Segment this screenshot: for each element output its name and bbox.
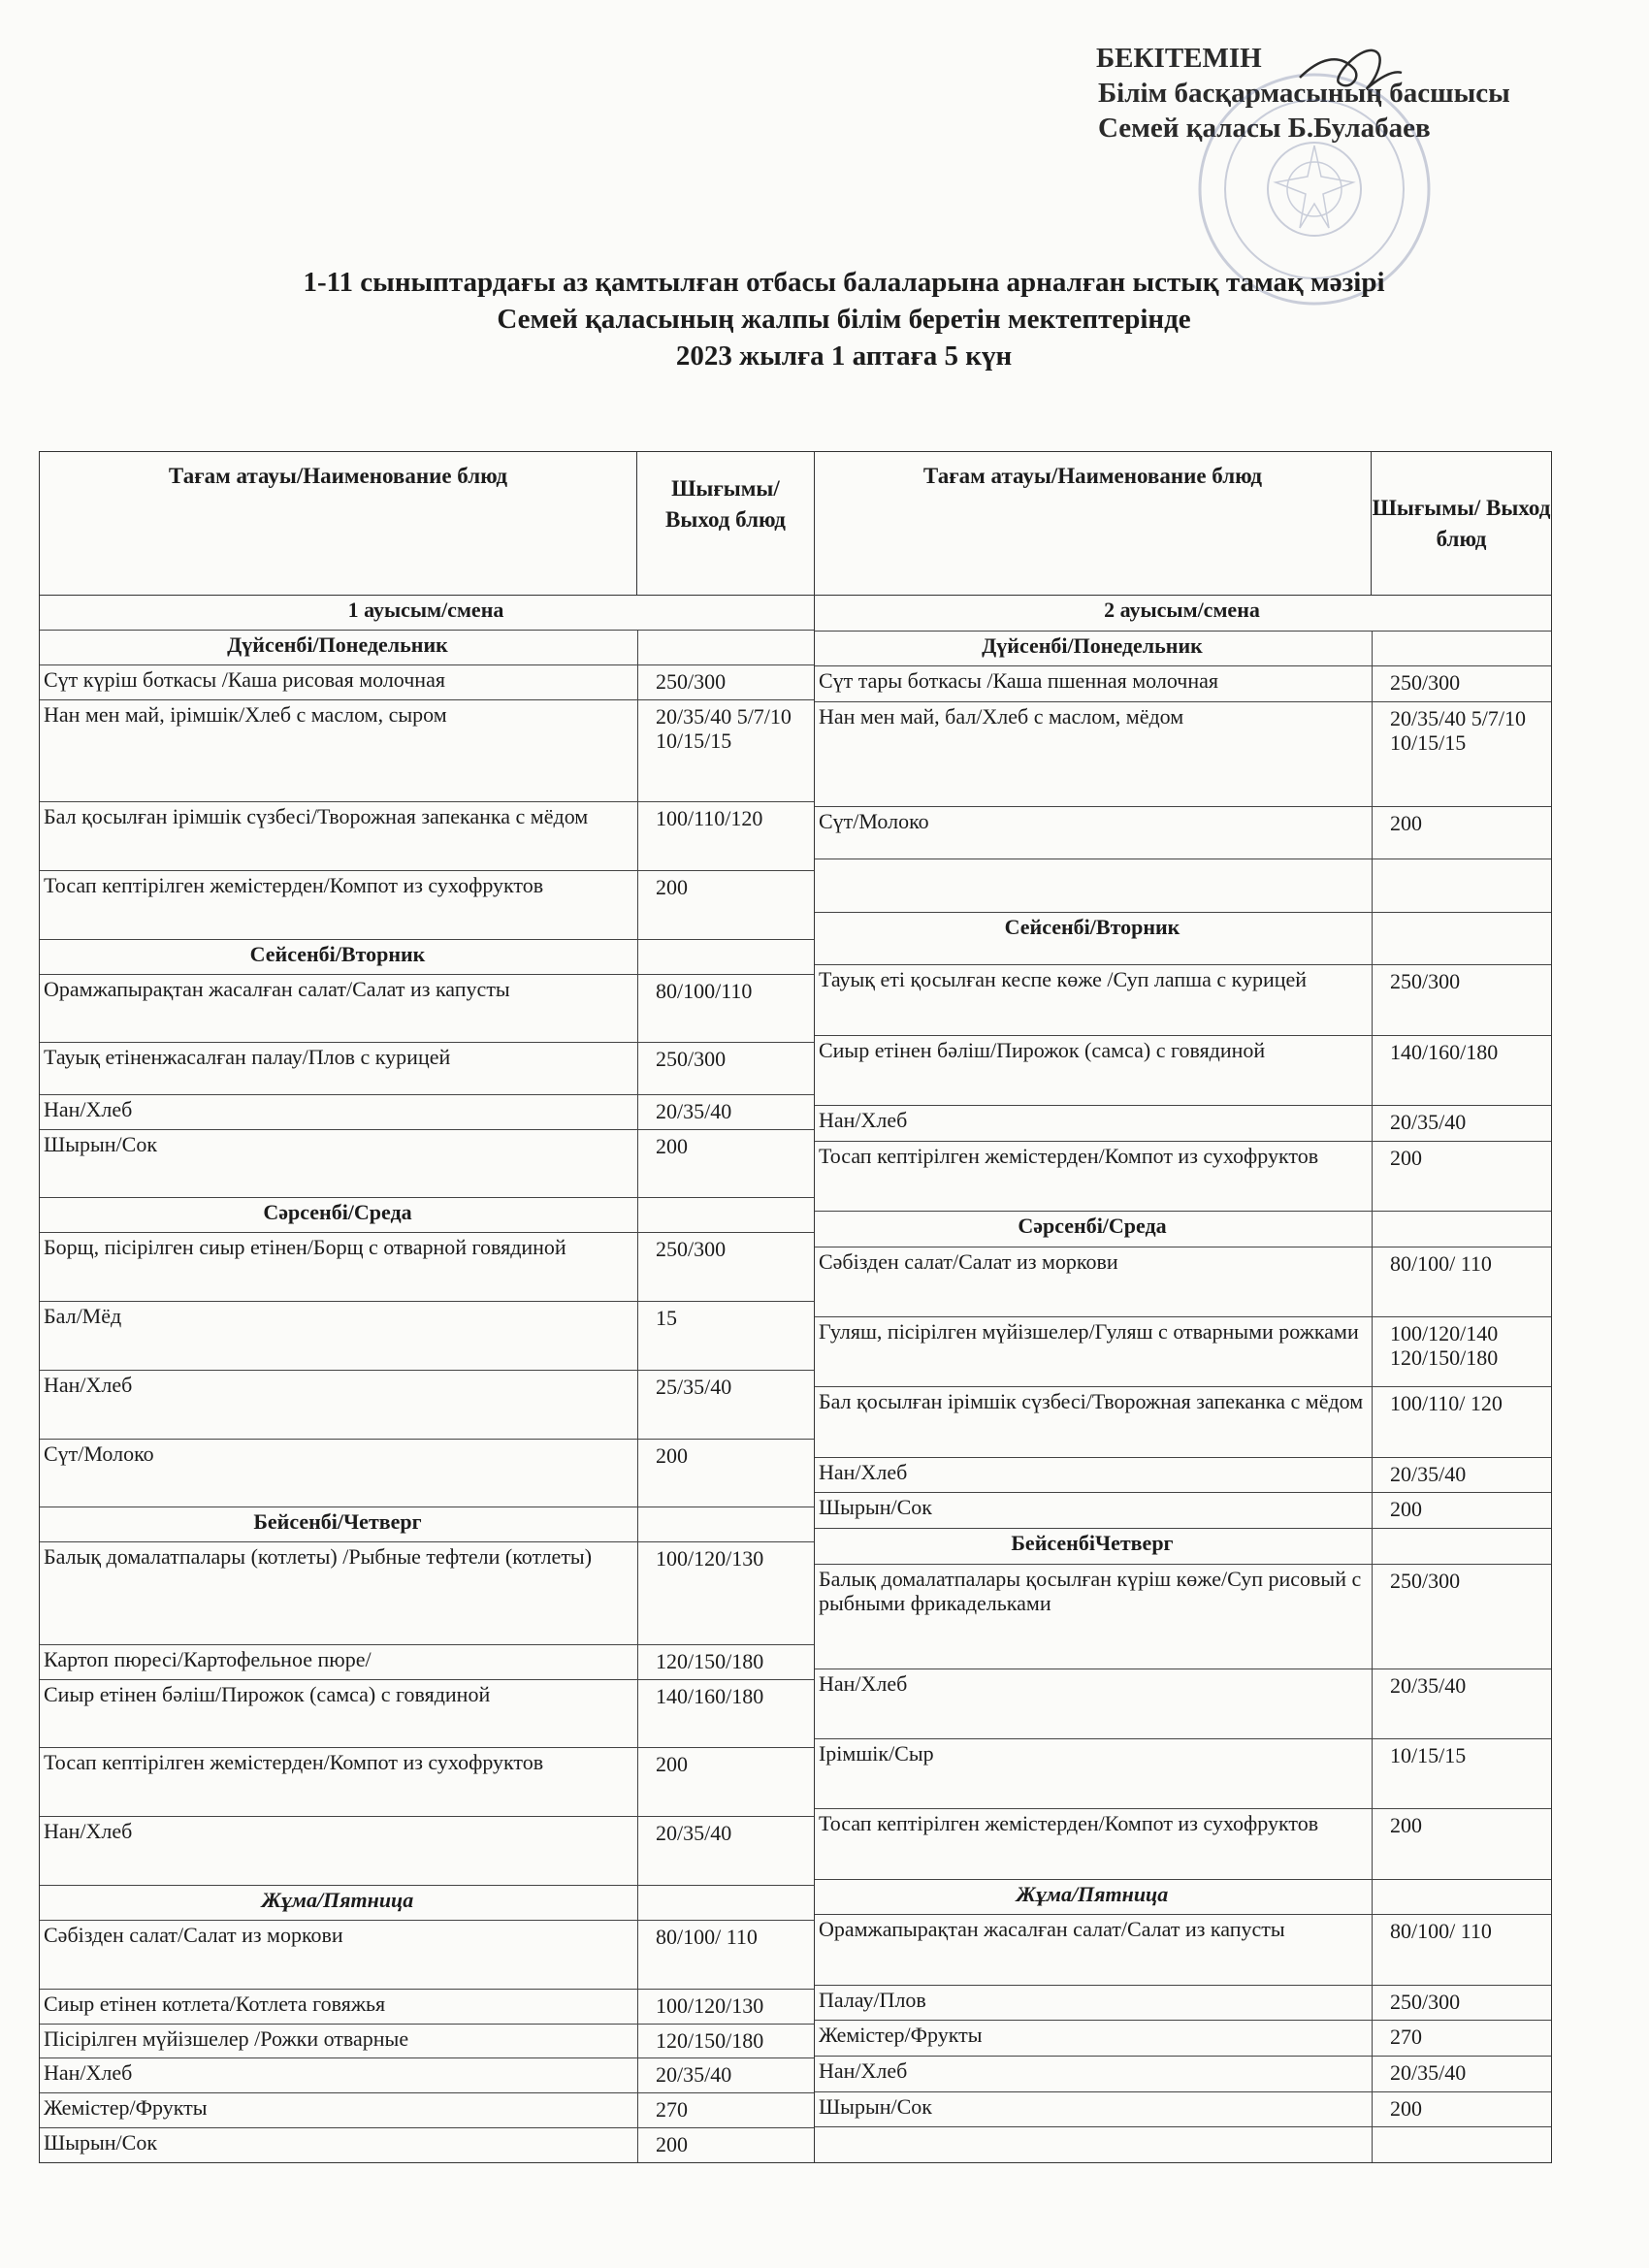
table-row bbox=[815, 1387, 1551, 1457]
table-row bbox=[40, 802, 814, 871]
header-output: Шығымы/ Выход блюд bbox=[636, 452, 814, 595]
menu-table bbox=[39, 451, 1552, 2163]
dish-name: Балық домалатпалары (котлеты) /Рыбные тефтели (котлеты) bbox=[44, 1544, 593, 1570]
dish-output: 100/120/130 bbox=[637, 1990, 814, 2024]
dish-output: 250/300 bbox=[637, 665, 814, 699]
dish-name: Орамжапырақтан жасалған салат/Салат из капусты bbox=[44, 976, 510, 1001]
day-label: Сейсенбі/Вторник bbox=[1004, 914, 1180, 939]
day-header-row bbox=[815, 913, 1551, 966]
day-header-row bbox=[815, 1880, 1551, 1916]
dish-name: Тауық етіненжасалған палау/Плов с курицей bbox=[44, 1045, 451, 1070]
day-header-row bbox=[40, 1198, 814, 1233]
dish-name: Сәбізден салат/Салат из моркови bbox=[818, 1248, 1118, 1274]
table-row bbox=[40, 1680, 814, 1749]
dish-name: Бал/Мёд bbox=[44, 1304, 122, 1329]
dish-output bbox=[1372, 632, 1551, 666]
table-row bbox=[40, 665, 814, 700]
dish-output: 80/100/ 110 bbox=[1372, 1915, 1551, 1984]
table-row bbox=[40, 1542, 814, 1645]
dish-output: 100/110/ 120 bbox=[1372, 1387, 1551, 1456]
dish-output: 270 bbox=[1372, 2021, 1551, 2056]
shift-label: 2 ауысым/смена bbox=[1104, 598, 1260, 622]
dish-output: 15 bbox=[637, 1302, 814, 1370]
dish-name: Пісірілген мүйізшелер /Рожки отварные bbox=[44, 2025, 409, 2051]
dish-name: Сүт күріш боткасы /Каша рисовая молочная bbox=[44, 666, 445, 692]
table-row bbox=[815, 1247, 1551, 1317]
dish-name: Нан/Хлеб bbox=[44, 1372, 133, 1397]
day-label: Дүйсенбі/Понедельник bbox=[227, 632, 448, 657]
dish-name bbox=[815, 859, 1372, 912]
table-row bbox=[815, 1565, 1551, 1669]
header-dish-name: Тағам атауы/Наименование блюд bbox=[168, 464, 508, 488]
header-dish-name: Тағам атауы/Наименование блюд bbox=[922, 464, 1263, 488]
table-row bbox=[40, 1440, 814, 1508]
dish-output: 250/300 bbox=[1372, 965, 1551, 1034]
table-row bbox=[815, 2057, 1551, 2092]
dish-name: Тосап кептірілген жемістерден/Компот из сухофруктов bbox=[818, 1811, 1319, 1836]
dish-output: 10/15/15 bbox=[1372, 1739, 1551, 1808]
dish-output: 80/100/110 bbox=[637, 975, 814, 1043]
day-label: Сәрсенбі/Среда bbox=[1018, 1214, 1167, 1239]
table-row bbox=[40, 700, 814, 803]
table-row bbox=[40, 1748, 814, 1817]
dish-output: 200 bbox=[637, 1748, 814, 1816]
day-label: БейсенбіЧетверг bbox=[1011, 1531, 1174, 1556]
dish-output bbox=[637, 1886, 814, 1920]
table-row bbox=[40, 1371, 814, 1440]
dish-output bbox=[637, 1507, 814, 1541]
dish-name: Орамжапырақтан жасалған салат/Салат из капусты bbox=[818, 1917, 1285, 1942]
dish-name: Нан/Хлеб bbox=[44, 2060, 133, 2086]
left-table-header bbox=[40, 452, 814, 596]
dish-output bbox=[637, 631, 814, 664]
dish-output: 200 bbox=[1372, 1493, 1551, 1528]
table-row bbox=[815, 2021, 1551, 2057]
table-row bbox=[815, 807, 1551, 860]
table-row bbox=[815, 859, 1551, 913]
dish-name: Сиыр етінен котлета/Котлета говяжья bbox=[44, 1991, 386, 2016]
dish-name: Гуляш, пісірілген мүйізшелер/Гуляш с отварными рожками bbox=[818, 1319, 1359, 1345]
dish-name: Сәбізден салат/Салат из моркови bbox=[44, 1922, 343, 1947]
dish-output: 250/300 bbox=[1372, 1565, 1551, 1669]
shift-2-column bbox=[815, 452, 1551, 2162]
dish-output: 100/110/120 bbox=[637, 802, 814, 870]
dish-name: Нан/Хлеб bbox=[44, 1096, 133, 1121]
title-line-3: 2023 жылға 1 аптаға 5 күн bbox=[675, 340, 1013, 372]
dish-name: Сиыр етінен бәліш/Пирожок (самса) с говядиной bbox=[44, 1681, 491, 1706]
day-header-row bbox=[815, 632, 1551, 667]
dish-output: 20/35/40 bbox=[637, 2058, 814, 2092]
dish-output: 200 bbox=[637, 1440, 814, 1507]
dish-output bbox=[1372, 1212, 1551, 1247]
table-row bbox=[815, 702, 1551, 807]
dish-output: 100/120/130 bbox=[637, 1542, 814, 1644]
dish-output bbox=[637, 940, 814, 974]
dish-name: Нан/Хлеб bbox=[818, 1108, 908, 1133]
dish-name: Нан мен май, бал/Хлеб с маслом, мёдом bbox=[818, 703, 1184, 729]
dish-name: Жемістер/Фрукты bbox=[818, 2023, 983, 2048]
table-row bbox=[40, 871, 814, 940]
dish-output bbox=[1372, 913, 1551, 965]
approval-position: Білім басқармасының басшысы bbox=[1098, 78, 1510, 109]
dish-name: Сиыр етінен бәліш/Пирожок (самса) с говядиной bbox=[818, 1037, 1266, 1062]
dish-output: 200 bbox=[1372, 2092, 1551, 2127]
dish-output: 140/160/180 bbox=[637, 1680, 814, 1748]
shift-row bbox=[815, 596, 1551, 632]
dish-output: 20/35/40 bbox=[1372, 2057, 1551, 2091]
header-output: Шығымы/ Выход блюд bbox=[1371, 452, 1551, 595]
table-row bbox=[815, 2092, 1551, 2128]
dish-name: Нан/Хлеб bbox=[818, 1670, 908, 1696]
dish-output: 20/35/40 bbox=[1372, 1458, 1551, 1493]
dish-output: 250/300 bbox=[1372, 666, 1551, 701]
dish-name: Тосап кептірілген жемістерден/Компот из сухофруктов bbox=[818, 1143, 1319, 1168]
table-row bbox=[815, 1106, 1551, 1142]
approval-signatory: Семей қаласы Б.Булабаев bbox=[1098, 113, 1431, 144]
dish-output bbox=[637, 1198, 814, 1232]
dish-output: 25/35/40 bbox=[637, 1371, 814, 1439]
day-label: Жұма/Пятница bbox=[1016, 1881, 1169, 1906]
table-row bbox=[815, 1986, 1551, 2022]
table-row bbox=[815, 666, 1551, 702]
table-row bbox=[815, 1809, 1551, 1879]
approval-heading: БЕКІТЕМІН bbox=[1096, 43, 1262, 74]
table-row bbox=[40, 1095, 814, 1130]
dish-name: Нан/Хлеб bbox=[818, 2057, 908, 2083]
dish-name: Сүт/Молоко bbox=[818, 808, 929, 833]
dish-output: 200 bbox=[637, 2128, 814, 2162]
dish-output: 200 bbox=[1372, 1809, 1551, 1878]
dish-output: 250/300 bbox=[1372, 1986, 1551, 2021]
day-header-row bbox=[815, 1212, 1551, 1247]
dish-name: Тауық еті қосылған кеспе көже /Суп лапша с курицей bbox=[818, 967, 1308, 992]
dish-name: Шырын/Сок bbox=[818, 2093, 932, 2119]
dish-output: 20/35/40 5/7/10 10/15/15 bbox=[1372, 702, 1551, 806]
day-header-row bbox=[815, 1529, 1551, 1565]
dish-name: Шырын/Сок bbox=[44, 1131, 158, 1156]
dish-name: Бал қосылған ірімшік сүзбесі/Творожная запеканка с мёдом bbox=[44, 804, 589, 829]
dish-output: 200 bbox=[637, 871, 814, 939]
shift-row bbox=[40, 596, 814, 631]
table-row bbox=[815, 1317, 1551, 1387]
table-row bbox=[40, 1990, 814, 2025]
table-row bbox=[815, 1142, 1551, 1212]
dish-name: Палау/Плов bbox=[818, 1987, 926, 2012]
dish-output: 120/150/180 bbox=[637, 1645, 814, 1679]
day-label: Сәрсенбі/Среда bbox=[263, 1200, 412, 1225]
dish-output: 80/100/ 110 bbox=[637, 1921, 814, 1989]
dish-name: Сүт/Молоко bbox=[44, 1441, 154, 1466]
signature-icon bbox=[1295, 39, 1411, 107]
table-row bbox=[40, 1645, 814, 1680]
dish-output bbox=[1372, 1880, 1551, 1915]
dish-output: 140/160/180 bbox=[1372, 1036, 1551, 1105]
table-row bbox=[815, 1915, 1551, 1985]
dish-output: 200 bbox=[1372, 807, 1551, 859]
table-row bbox=[40, 1302, 814, 1371]
day-label: Бейсенбі/Четверг bbox=[253, 1509, 422, 1535]
dish-name: Бал қосылған ірімшік сүзбесі/Творожная запеканка с мёдом bbox=[818, 1389, 1364, 1414]
day-header-row bbox=[40, 940, 814, 975]
table-row bbox=[815, 1036, 1551, 1106]
shift-1-column bbox=[40, 452, 815, 2162]
dish-name: Картоп пюресі/Картофельное пюре/ bbox=[44, 1646, 372, 1671]
dish-name: Борщ, пісірілген сиыр етінен/Борщ с отварной говядиной bbox=[44, 1235, 566, 1260]
shift-label: 1 ауысым/смена bbox=[347, 598, 504, 622]
dish-output bbox=[1372, 1529, 1551, 1564]
dish-name: Шырын/Сок bbox=[818, 1495, 932, 1520]
dish-output: 20/35/40 bbox=[1372, 1106, 1551, 1141]
table-row bbox=[40, 975, 814, 1044]
day-header-row bbox=[40, 1886, 814, 1921]
dish-output: 270 bbox=[637, 2093, 814, 2127]
dish-name bbox=[815, 2127, 1372, 2162]
table-row bbox=[815, 1458, 1551, 1494]
table-row bbox=[815, 1739, 1551, 1809]
title-line-2: Семей қаласының жалпы білім беретін мектептерінде bbox=[497, 304, 1191, 335]
table-row bbox=[815, 965, 1551, 1035]
dish-output: 100/120/140 120/150/180 bbox=[1372, 1317, 1551, 1386]
day-label: Сейсенбі/Вторник bbox=[249, 941, 426, 966]
table-row bbox=[815, 1669, 1551, 1739]
dish-output: 250/300 bbox=[637, 1043, 814, 1093]
dish-name: Нан мен май, ірімшік/Хлеб с маслом, сыром bbox=[44, 701, 447, 727]
dish-output bbox=[1372, 859, 1551, 912]
dish-output: 20/35/40 bbox=[637, 1095, 814, 1129]
dish-name: Шырын/Сок bbox=[44, 2130, 158, 2155]
title-line-1: 1-11 сыныптардағы аз қамтылған отбасы балаларына арналған ыстық тамақ мәзірі bbox=[303, 267, 1385, 298]
dish-name: Сүт тары боткасы /Каша пшенная молочная bbox=[818, 668, 1219, 694]
day-header-row bbox=[40, 1507, 814, 1542]
table-row bbox=[40, 1043, 814, 1094]
dish-output: 200 bbox=[637, 1130, 814, 1198]
dish-output: 250/300 bbox=[637, 1233, 814, 1301]
day-header-row bbox=[40, 631, 814, 665]
table-row bbox=[40, 1817, 814, 1886]
dish-output: 120/150/180 bbox=[637, 2025, 814, 2058]
dish-output: 20/35/40 bbox=[1372, 1669, 1551, 1738]
table-row bbox=[40, 2058, 814, 2093]
dish-output bbox=[1372, 2127, 1551, 2162]
document-title bbox=[146, 264, 1542, 374]
table-row bbox=[40, 2093, 814, 2128]
table-row bbox=[40, 2128, 814, 2162]
dish-name: Тосап кептірілген жемістерден/Компот из сухофруктов bbox=[44, 1750, 544, 1775]
day-label: Дүйсенбі/Понедельник bbox=[982, 632, 1203, 658]
dish-name: Балық домалатпалары қосылған күріш көже/Суп рисовый с рыбными фрикадельками bbox=[818, 1566, 1362, 1615]
right-table-header bbox=[815, 452, 1551, 596]
dish-output: 20/35/40 5/7/10 10/15/15 bbox=[637, 700, 814, 802]
table-row bbox=[815, 2127, 1551, 2162]
dish-name: Нан/Хлеб bbox=[818, 1459, 908, 1484]
table-row bbox=[40, 1130, 814, 1199]
dish-name: Жемістер/Фрукты bbox=[44, 2095, 208, 2121]
dish-output: 200 bbox=[1372, 1142, 1551, 1211]
dish-name: Ірімшік/Сыр bbox=[818, 1741, 934, 1766]
table-row bbox=[815, 1493, 1551, 1529]
dish-output: 20/35/40 bbox=[637, 1817, 814, 1885]
table-row bbox=[40, 1233, 814, 1302]
dish-name: Тосап кептірілген жемістерден/Компот из сухофруктов bbox=[44, 873, 544, 898]
day-label: Жұма/Пятница bbox=[261, 1888, 414, 1913]
dish-name: Нан/Хлеб bbox=[44, 1819, 133, 1844]
dish-output: 80/100/ 110 bbox=[1372, 1247, 1551, 1316]
table-row bbox=[40, 1921, 814, 1990]
table-row bbox=[40, 2025, 814, 2059]
